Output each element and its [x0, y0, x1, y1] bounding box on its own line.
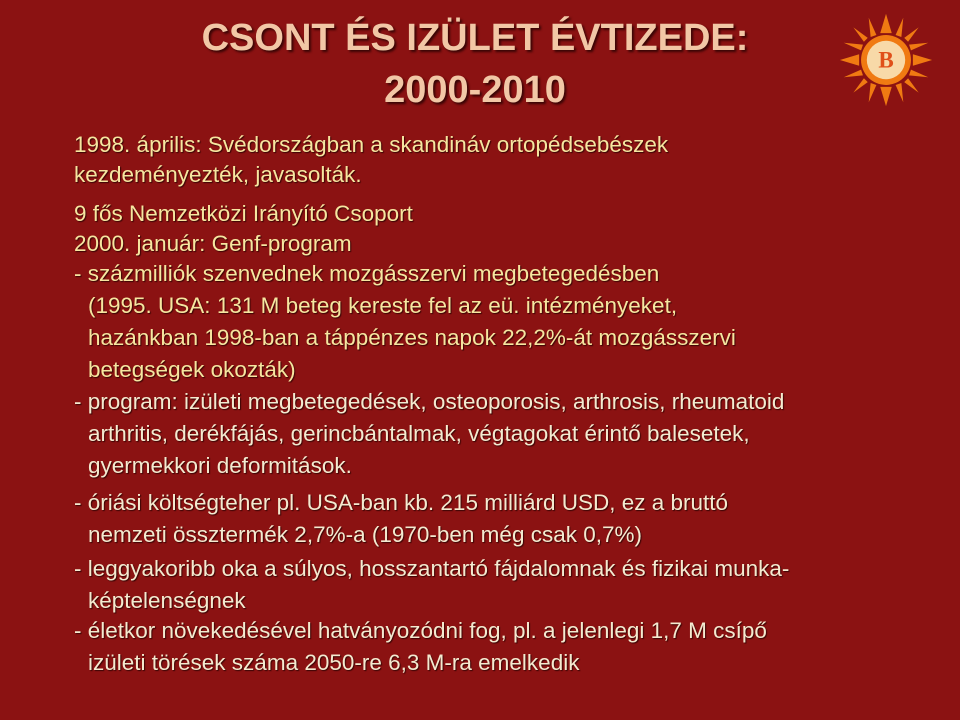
- body-line: nemzeti össztermék 2,7%-a (1970-ben még csak 0,7%): [88, 522, 642, 547]
- logo-letter: B: [878, 46, 894, 73]
- body-line: izületi törések száma 2050-re 6,3 M-ra emelkedik: [88, 650, 580, 675]
- slide-title-line1: CSONT ÉS IZÜLET ÉVTIZEDE:: [201, 17, 749, 59]
- body-line: gyermekkori deformitások.: [88, 453, 352, 478]
- body-line: (1995. USA: 131 M beteg kereste fel az eü. intézményeket,: [88, 293, 678, 318]
- body-line: arthritis, derékfájás, gerincbántalmak, végtagokat érintő balesetek,: [88, 421, 750, 446]
- body-line: - program: izületi megbetegedések, osteoporosis, arthrosis, rheumatoid: [74, 389, 785, 414]
- body-line: 1998. április: Svédországban a skandináv ortopédsebészek: [74, 132, 669, 157]
- body-line: hazánkban 1998-ban a táppénzes napok 22,2%-át mozgásszervi: [88, 325, 736, 350]
- body-line: - százmilliók szenvednek mozgásszervi megbetegedésben: [74, 261, 660, 286]
- body-line: kezdeményezték, javasolták.: [74, 162, 362, 187]
- slide-title-line2: 2000-2010: [384, 69, 566, 111]
- body-line: - leggyakoribb oka a súlyos, hosszantartó fájdalomnak és fizikai munka-: [74, 556, 790, 581]
- body-line: - életkor növekedésével hatványozódni fog, pl. a jelenlegi 1,7 M csípő: [74, 618, 767, 643]
- sun-logo-icon: [838, 12, 934, 108]
- body-line: 2000. január: Genf-program: [74, 231, 352, 256]
- body-line: betegségek okozták): [88, 357, 296, 382]
- body-line: 9 fős Nemzetközi Irányító Csoport: [74, 201, 413, 226]
- body-line: - óriási költségteher pl. USA-ban kb. 215 milliárd USD, ez a bruttó: [74, 490, 729, 515]
- body-line: képtelenségnek: [88, 588, 246, 613]
